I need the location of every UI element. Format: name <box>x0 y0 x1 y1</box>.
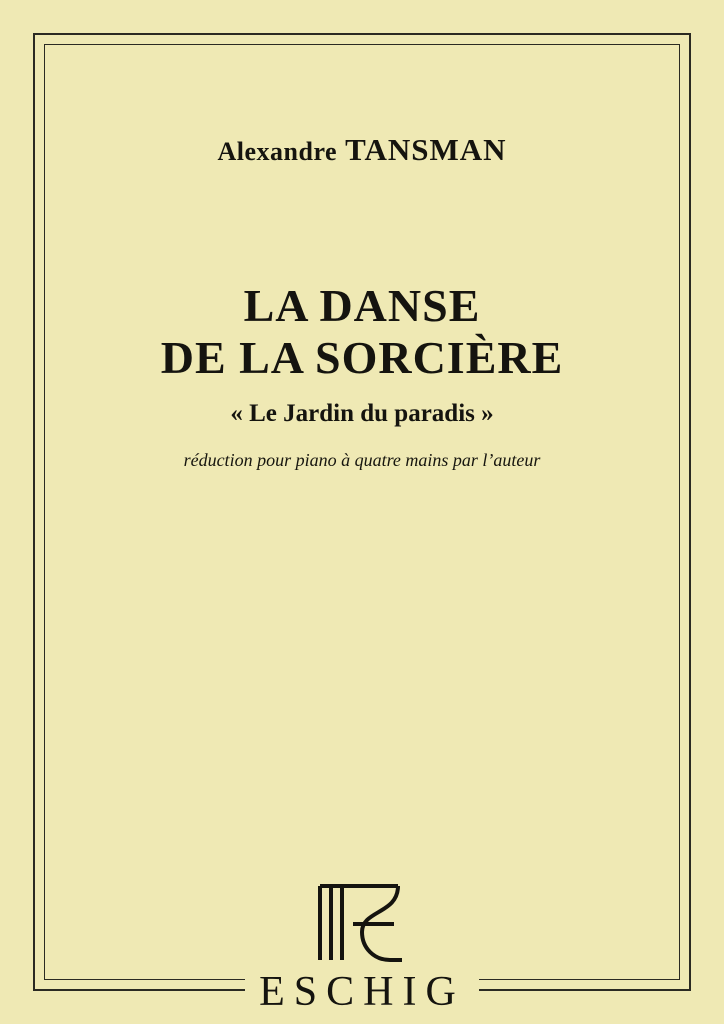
composer-name <box>60 132 664 168</box>
composer-last-name: TANSMAN <box>345 132 507 167</box>
arrangement-credit: réduction pour piano à quatre mains par l’auteur <box>183 449 541 470</box>
work-title <box>60 280 664 385</box>
cover-content <box>60 60 664 964</box>
publisher-name: ESCHIG <box>245 968 479 1016</box>
work-subtitle: « Le Jardin du paradis » <box>230 399 494 427</box>
work-title-line-2: DE LA SORCIÈRE <box>160 332 564 384</box>
composer-first-name: Alexandre <box>217 137 338 166</box>
publisher-block <box>0 880 724 1016</box>
eschig-monogram-icon <box>302 880 422 966</box>
work-title-line-1: LA DANSE <box>243 280 481 331</box>
